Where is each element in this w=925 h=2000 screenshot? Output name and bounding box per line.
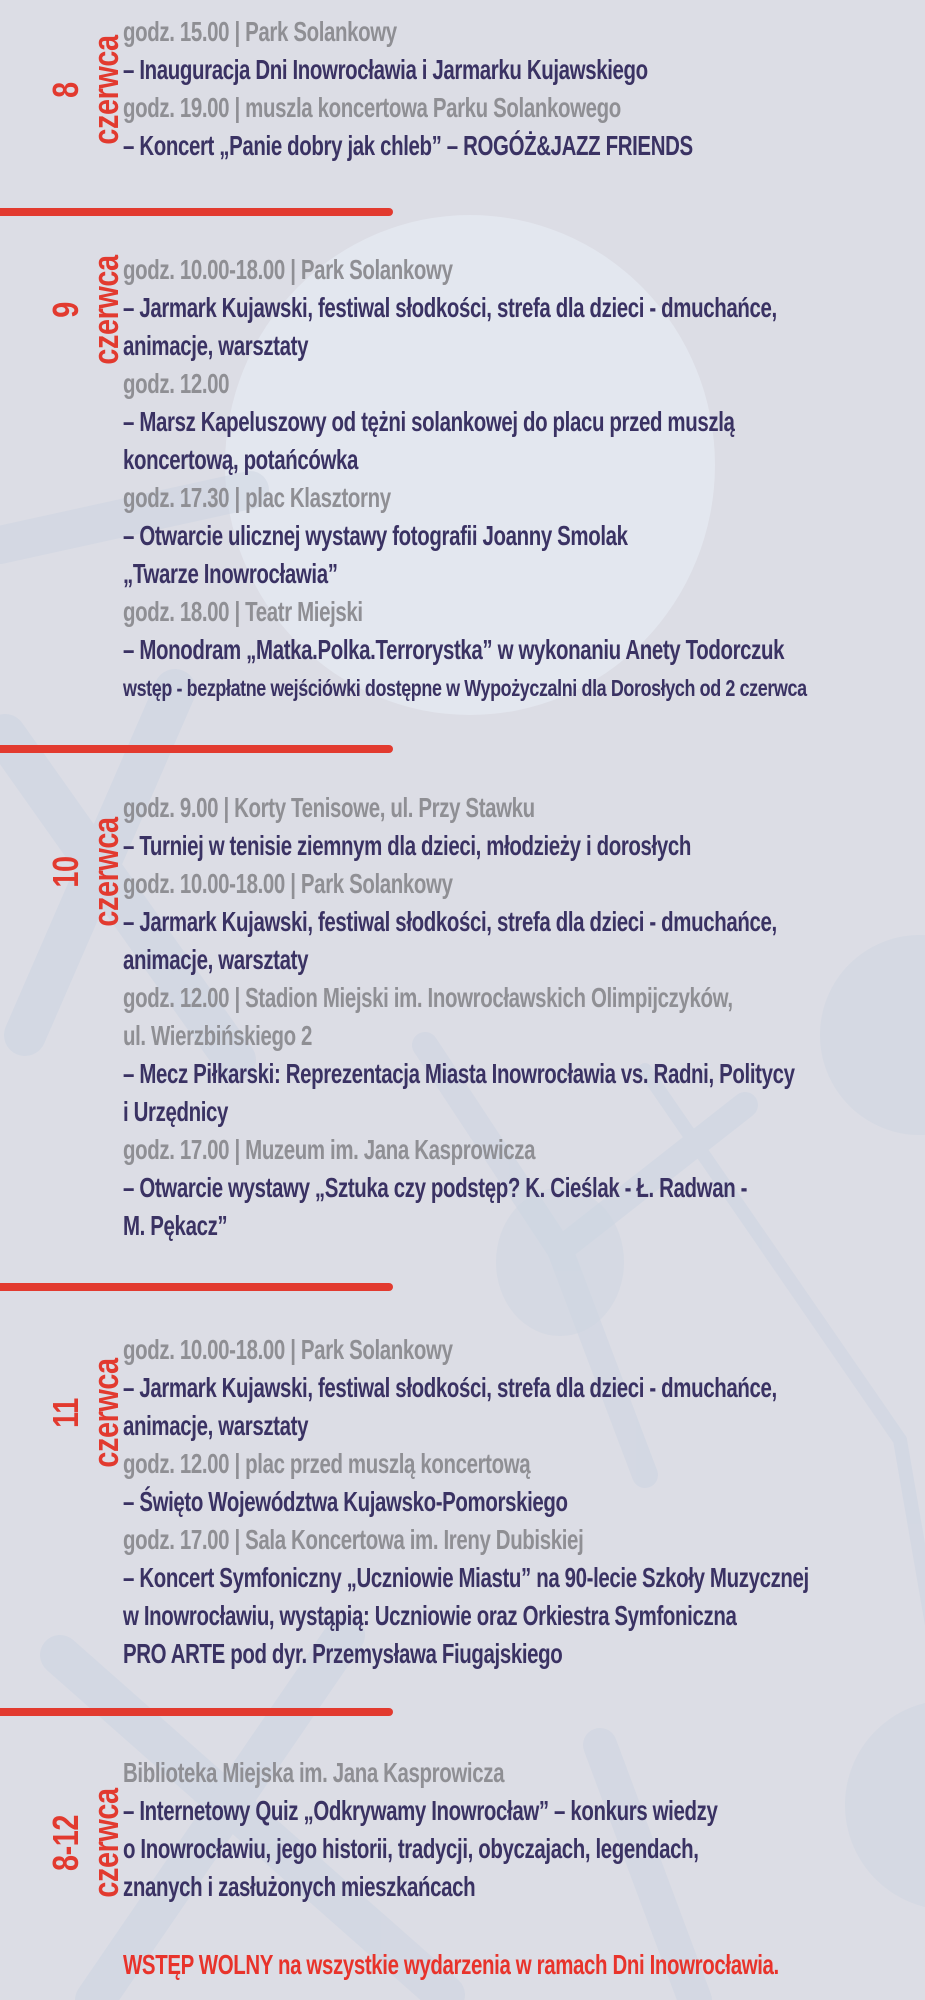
event-line-time: [123, 865, 925, 903]
day-label: [45, 20, 126, 160]
event-line-text: – Jarmark Kujawski, festiwal słodkości, strefa dla dzieci - dmuchańce,: [123, 292, 777, 323]
event-line-text: – Otwarcie wystawy „Sztuka czy podstęp? K. Cieślak - Ł. Radwan -: [123, 1172, 748, 1203]
event-line-time: [123, 1521, 925, 1559]
event-line-desc: [123, 51, 904, 89]
event-line-text: o Inowrocławiu, jego historii, tradycji, obyczajach, legendach,: [123, 1833, 699, 1864]
event-line-text: godz. 19.00 | muszla koncertowa Parku Solankowego: [123, 92, 621, 123]
event-line-time: [123, 1331, 925, 1369]
day-label-text: 8 czerwca: [45, 35, 126, 145]
event-line-time: [123, 479, 925, 517]
free-admission-text: WSTĘP WOLNY na wszystkie wydarzenia w ramach Dni Inowrocławia.: [123, 1949, 779, 1980]
event-line-text: i Urzędnicy: [123, 1096, 229, 1127]
event-line-text: – Święto Województwa Kujawsko-Pomorskiego: [123, 1486, 568, 1517]
day-lines: [123, 1754, 925, 1906]
event-line-time: [123, 789, 925, 827]
event-line-text: koncertową, potańcówka: [123, 444, 359, 475]
event-line-text: godz. 12.00 | Stadion Miejski im. Inowrocławskich Olimpijczyków,: [123, 982, 733, 1013]
event-line-desc: [123, 1169, 925, 1207]
section-divider: [0, 208, 393, 216]
event-line-desc: [123, 941, 925, 979]
event-line-time: [123, 89, 904, 127]
event-line-desc: [123, 403, 925, 441]
event-line-desc: [123, 1207, 925, 1245]
event-line-desc: [123, 1597, 925, 1635]
day-label: [45, 792, 126, 952]
event-line-time: [123, 251, 925, 289]
event-line-text: – Monodram „Matka.Polka.Terrorystka” w wykonaniu Anety Todorczuk: [123, 634, 785, 665]
event-line-text: godz. 17.30 | plac Klasztorny: [123, 482, 391, 513]
event-line-text: animacje, warsztaty: [123, 330, 309, 361]
section-divider: [0, 1283, 393, 1291]
event-line-text: godz. 10.00-18.00 | Park Solankowy: [123, 868, 453, 899]
event-line-note: [123, 669, 925, 707]
event-line-desc: [123, 1055, 925, 1093]
event-line-desc: [123, 327, 925, 365]
event-line-desc: [123, 1868, 925, 1906]
day-lines: [123, 789, 925, 1245]
day-label-text: 11 czerwca: [45, 1358, 126, 1468]
event-line-text: – Otwarcie ulicznej wystawy fotografii Joanny Smolak: [123, 520, 628, 551]
event-line-time: [123, 1017, 925, 1055]
event-line-time: [123, 1445, 925, 1483]
event-line-text: – Mecz Piłkarski: Reprezentacja Miasta Inowrocławia vs. Radni, Politycy: [123, 1058, 795, 1089]
event-line-desc: [123, 903, 925, 941]
event-line-text: – Internetowy Quiz „Odkrywamy Inowrocław” – konkurs wiedzy: [123, 1795, 718, 1826]
event-line-text: – Koncert „Panie dobry jak chleb” – ROGÓŻ&JAZZ FRIENDS: [123, 130, 693, 161]
event-line-text: – Inauguracja Dni Inowrocławia i Jarmarku Kujawskiego: [123, 54, 648, 85]
event-line-text: wstęp - bezpłatne wejściówki dostępne w Wypożyczalni dla Dorosłych od 2 czerwca: [123, 675, 807, 701]
event-line-text: godz. 18.00 | Teatr Miejski: [123, 596, 363, 627]
event-line-text: – Jarmark Kujawski, festiwal słodkości, strefa dla dzieci - dmuchańce,: [123, 1372, 777, 1403]
event-line-text: godz. 15.00 | Park Solankowy: [123, 16, 397, 47]
event-line-text: – Turniej w tenisie ziemnym dla dzieci, młodzieży i dorosłych: [123, 830, 692, 861]
event-line-desc: [123, 517, 925, 555]
day-lines: [123, 251, 925, 707]
event-line-text: Biblioteka Miejska im. Jana Kasprowicza: [123, 1757, 505, 1788]
event-line-time: [123, 1754, 925, 1792]
event-line-desc: [123, 1830, 925, 1868]
event-line-text: godz. 12.00 | plac przed muszlą koncertową: [123, 1448, 531, 1479]
event-line-desc: [123, 555, 925, 593]
event-line-desc: [123, 1635, 925, 1673]
day-label-text: 9 czerwca: [45, 255, 126, 365]
event-line-text: godz. 10.00-18.00 | Park Solankowy: [123, 254, 453, 285]
day-lines: [123, 1331, 925, 1673]
day-label: [45, 234, 126, 386]
event-line-time: [123, 979, 925, 1017]
section-divider: [0, 745, 393, 753]
event-line-text: animacje, warsztaty: [123, 1410, 309, 1441]
event-line-desc: [123, 441, 925, 479]
event-line-time: [123, 13, 904, 51]
event-line-text: ul. Wierzbińskiego 2: [123, 1020, 313, 1051]
free-admission-note: [123, 1946, 925, 1984]
event-line-text: godz. 12.00: [123, 368, 230, 399]
event-line-desc: [123, 127, 904, 165]
event-line-text: znanych i zasłużonych mieszkańcach: [123, 1871, 476, 1902]
day-lines: [123, 13, 904, 165]
event-line-text: PRO ARTE pod dyr. Przemysława Fiugajskiego: [123, 1638, 563, 1669]
event-line-text: – Jarmark Kujawski, festiwal słodkości, strefa dla dzieci - dmuchańce,: [123, 906, 777, 937]
event-line-desc: [123, 631, 925, 669]
event-line-desc: [123, 827, 925, 865]
event-line-desc: [123, 1483, 925, 1521]
event-line-time: [123, 593, 925, 631]
section-divider: [0, 1708, 393, 1716]
event-line-text: w Inowrocławiu, wystąpią: Uczniowie oraz Orkiestra Symfoniczna: [123, 1600, 737, 1631]
day-label: [45, 1743, 126, 1943]
event-line-desc: [123, 289, 925, 327]
event-line-desc: [123, 1407, 925, 1445]
day-label-text: 10 czerwca: [45, 817, 126, 927]
event-line-time: [123, 1131, 925, 1169]
event-line-desc: [123, 1792, 925, 1830]
day-label: [45, 1333, 126, 1493]
event-line-text: M. Pękacz”: [123, 1210, 228, 1241]
event-line-text: godz. 9.00 | Korty Tenisowe, ul. Przy Stawku: [123, 792, 535, 823]
event-line-text: animacje, warsztaty: [123, 944, 309, 975]
event-line-text: „Twarze Inowrocławia”: [123, 558, 338, 589]
event-line-desc: [123, 1369, 925, 1407]
day-label-text: 8-12 czerwca: [45, 1788, 126, 1898]
event-line-text: godz. 17.00 | Muzeum im. Jana Kasprowicza: [123, 1134, 536, 1165]
event-line-text: – Koncert Symfoniczny „Uczniowie Miastu” na 90-lecie Szkoły Muzycznej: [123, 1562, 809, 1593]
event-line-text: godz. 10.00-18.00 | Park Solankowy: [123, 1334, 453, 1365]
event-line-text: – Marsz Kapeluszowy od tężni solankowej do placu przed muszlą: [123, 406, 735, 437]
event-line-desc: [123, 1093, 925, 1131]
event-line-time: [123, 365, 925, 403]
event-line-text: godz. 17.00 | Sala Koncertowa im. Ireny Dubiskiej: [123, 1524, 584, 1555]
event-line-desc: [123, 1559, 925, 1597]
